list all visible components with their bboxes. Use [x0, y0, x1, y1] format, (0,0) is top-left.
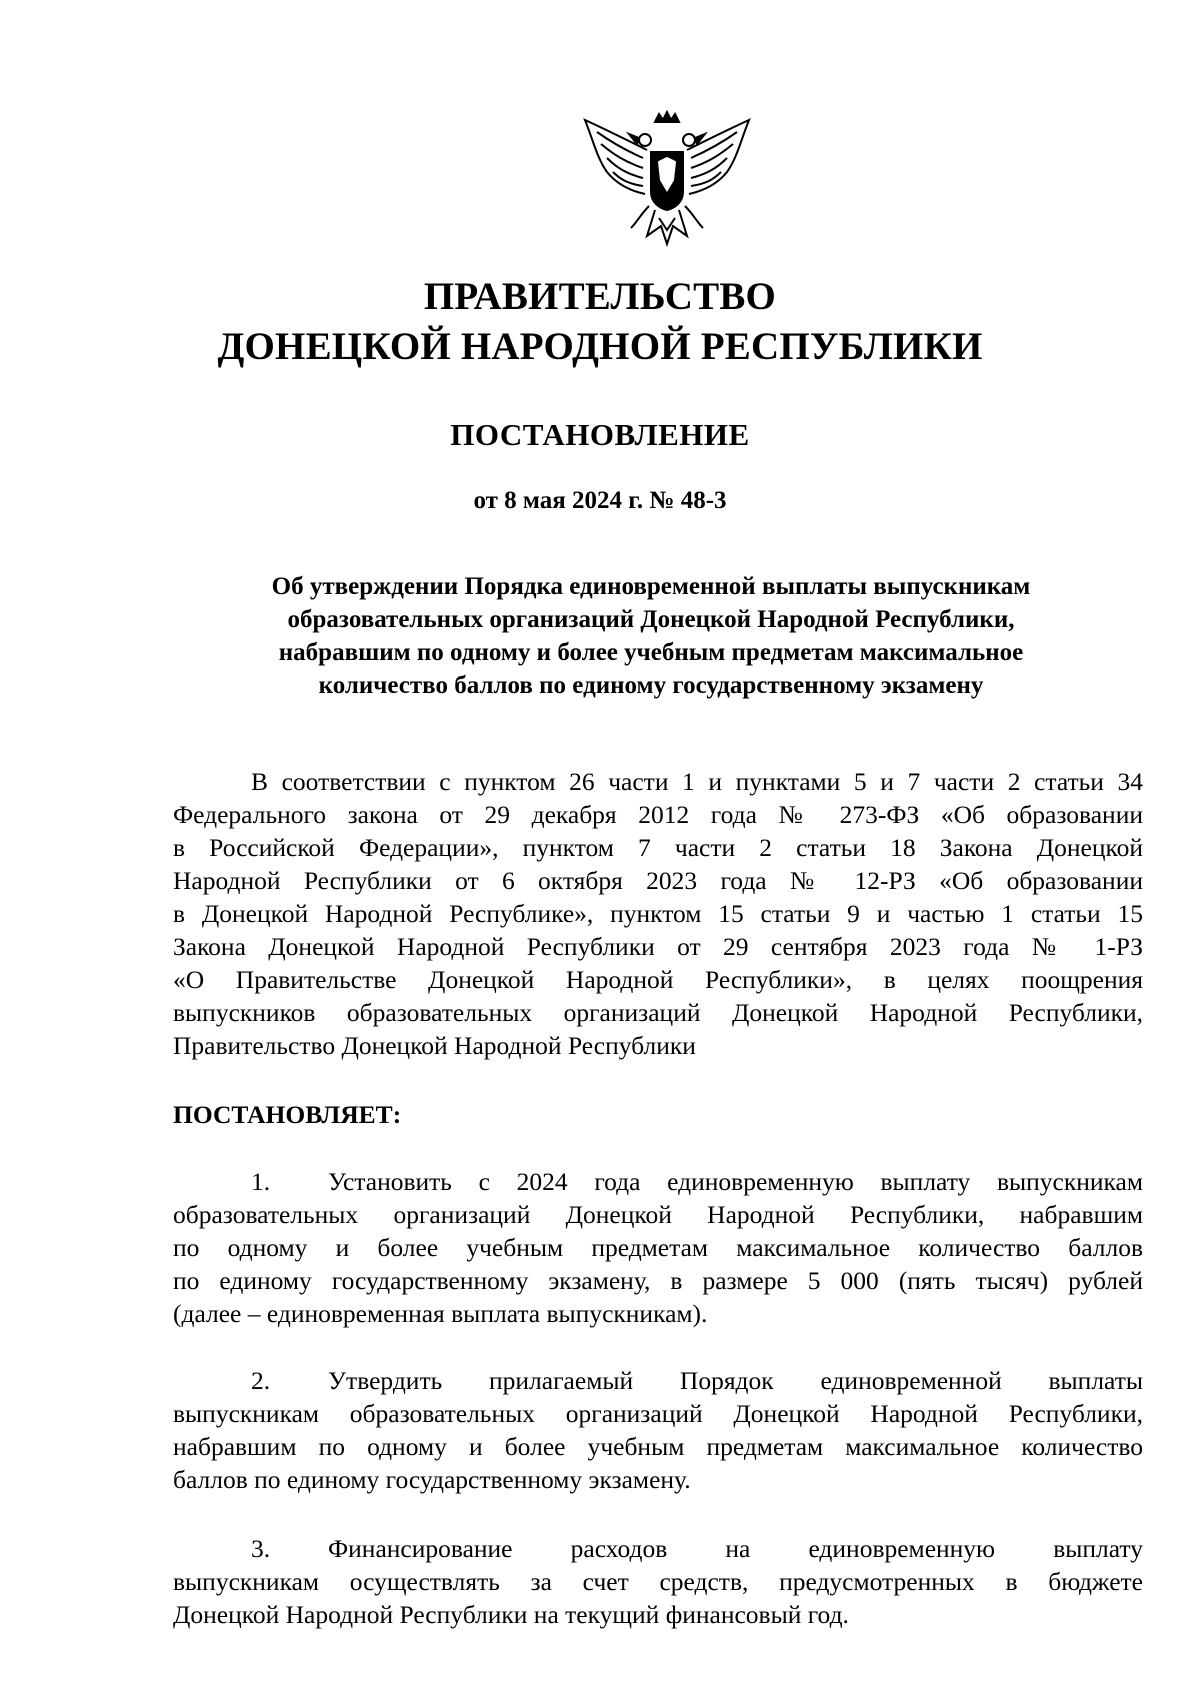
- item-line: выпускникам осуществлять за счет средств, предусмотренных в бюджете: [173, 1567, 1143, 1596]
- item-first-text: Утвердить прилагаемый Порядок единовременной выплаты: [328, 1366, 1143, 1395]
- item-line: образовательных организаций Донецкой Народной Республики, набравшим: [173, 1200, 1143, 1229]
- document-type: ПОСТАНОВЛЕНИЕ: [450, 417, 750, 452]
- subject-line: образовательных организаций Донецкой Народной Республики,: [287, 606, 1015, 633]
- document-subject: [175, 570, 1127, 702]
- subject-line: набравшим по одному и более учебным предметам максимальное: [278, 639, 1024, 666]
- item-line: выпускникам образовательных организаций Донецкой Народной Республики,: [173, 1399, 1143, 1428]
- document-date-number: от 8 мая 2024 г. № 48-3: [473, 487, 727, 514]
- resolves-heading: ПОСТАНОВЛЯЕТ:: [173, 1100, 402, 1129]
- resolution-item-2: [173, 1364, 1143, 1496]
- subject-line: Об утверждении Порядка единовременной выплаты выпускникам: [271, 573, 1031, 600]
- item-line: по одному и более учебным предметам максимальное количество баллов: [173, 1233, 1143, 1262]
- item-first-text: Финансирование расходов на единовременную выплату: [328, 1534, 1143, 1563]
- government-title-line-2: ДОНЕЦКОЙ НАРОДНОЙ РЕСПУБЛИКИ: [217, 325, 983, 368]
- resolution-item-1: [173, 1165, 1143, 1330]
- government-title-line-1: ПРАВИТЕЛЬСТВО: [423, 275, 777, 318]
- coat-of-arms-eagle-icon: [567, 110, 767, 260]
- preamble-line: Федерального закона от 29 декабря 2012 года № 273-ФЗ «Об образовании: [173, 800, 1143, 829]
- item-line: баллов по единому государственному экзамену.: [173, 1465, 691, 1494]
- preamble-line: в Донецкой Народной Республике», пунктом 15 статьи 9 и частью 1 статьи 15: [173, 899, 1143, 928]
- item-first-line: [173, 1364, 1143, 1397]
- preamble-paragraph: [173, 765, 1143, 1062]
- preamble-line: «О Правительстве Донецкой Народной Республики», в целях поощрения: [173, 965, 1143, 994]
- item-line: набравшим по одному и более учебным предметам максимальное количество: [173, 1432, 1143, 1461]
- resolution-item-3: [173, 1532, 1143, 1631]
- item-line: (далее – единовременная выплата выпускникам).: [173, 1299, 708, 1328]
- preamble-line: Народной Республики от 6 октября 2023 года № 12-РЗ «Об образовании: [173, 866, 1143, 895]
- preamble-line: выпускников образовательных организаций Донецкой Народной Республики,: [173, 998, 1143, 1027]
- item-line: по единому государственному экзамену, в размере 5 000 (пять тысяч) рублей: [173, 1266, 1143, 1295]
- preamble-line: В соответствии с пунктом 26 части 1 и пунктами 5 и 7 части 2 статьи 34: [251, 767, 1143, 796]
- preamble-line: в Российской Федерации», пунктом 7 части 2 статьи 18 Закона Донецкой: [173, 833, 1143, 862]
- item-first-text: Установить с 2024 года единовременную выплату выпускникам: [328, 1167, 1143, 1196]
- item-line: Донецкой Народной Республики на текущий финансовый год.: [173, 1600, 849, 1629]
- item-number: 1.: [251, 1167, 271, 1196]
- government-title: [0, 272, 1200, 372]
- item-first-line: [173, 1532, 1143, 1565]
- item-first-line: [173, 1165, 1143, 1198]
- subject-line: количество баллов по единому государственному экзамену: [318, 672, 984, 699]
- preamble-line: Закона Донецкой Народной Республики от 29 сентября 2023 года № 1-РЗ: [173, 932, 1143, 961]
- item-number: 2.: [251, 1366, 271, 1395]
- preamble-line: Правительство Донецкой Народной Республики: [173, 1031, 696, 1060]
- item-number: 3.: [251, 1534, 271, 1563]
